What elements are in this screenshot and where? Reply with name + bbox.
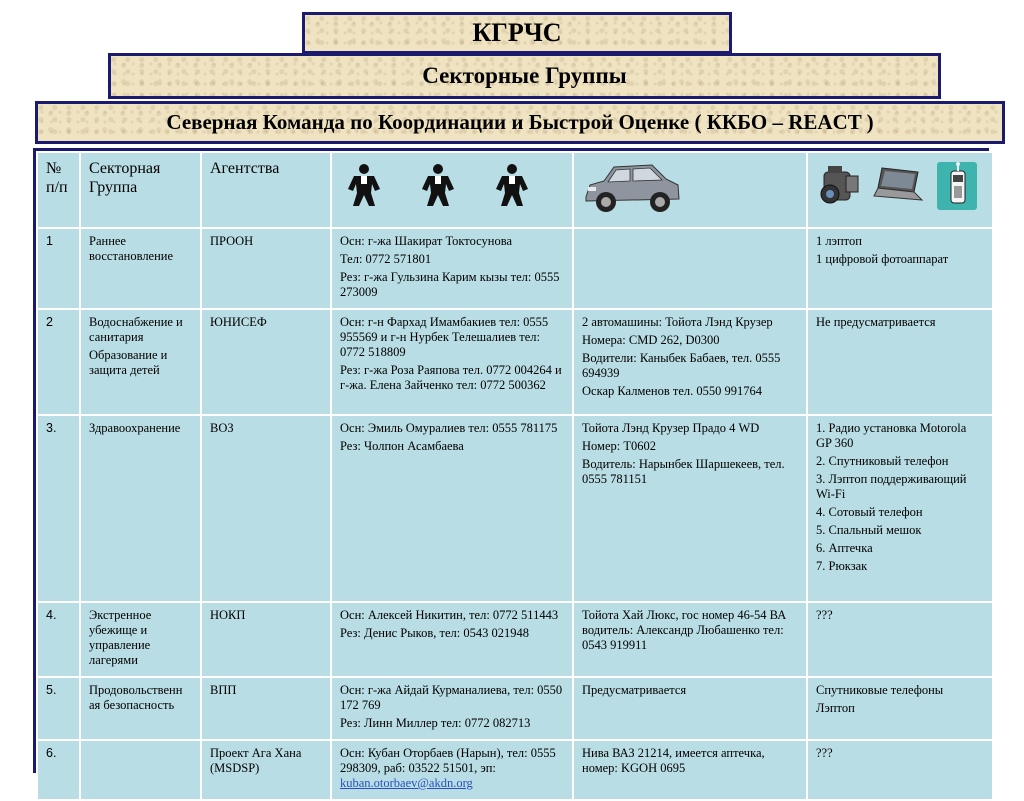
contact-line: Рез: г-жа Роза Раяпова тел. 0772 004264 и г-жа. Елена Зайченко тел: 0772 500362	[340, 363, 562, 392]
row-num: 6.	[37, 740, 80, 800]
vehicle-line: Оскар Калменов тел. 0550 991764	[582, 384, 762, 398]
table-row	[37, 602, 993, 677]
sector-line: Раннее восстановление	[89, 234, 174, 263]
row-num: 1	[37, 228, 80, 309]
laptop-icon	[872, 166, 924, 206]
row-vehicles	[573, 228, 807, 309]
row-contacts	[331, 677, 573, 740]
header-equipment	[807, 152, 993, 228]
subtitle-banner	[108, 53, 941, 99]
row-vehicles	[573, 415, 807, 602]
row-equipment	[807, 415, 993, 602]
row-contacts	[331, 228, 573, 309]
row-agency: ВПП	[201, 677, 331, 740]
row-agency: Проект Ага Хана (MSDSP)	[201, 740, 331, 800]
equipment-line: ???	[816, 746, 833, 760]
row-agency: ПРООН	[201, 228, 331, 309]
contact-line: Рез: Денис Рыков, тел: 0543 021948	[340, 626, 529, 640]
equipment-line: ???	[816, 608, 833, 622]
sector-line: Экстренное убежище и управление лагерями	[89, 608, 152, 667]
row-agency: ВОЗ	[201, 415, 331, 602]
contact-line: Осн: Эмиль Омуралиев тел: 0555 781175	[340, 421, 558, 435]
row-contacts	[331, 740, 573, 800]
person-icon	[418, 163, 458, 207]
row-num: 5.	[37, 677, 80, 740]
vehicle-line: 2 автомашины: Тойота Лэнд Крузер	[582, 315, 773, 329]
vehicle-line: Тойота Лэнд Крузер Прадо 4 WD	[582, 421, 760, 435]
equipment-line: 5. Спальный мешок	[816, 523, 922, 537]
contact-line: Осн: г-жа Айдай Курманалиева, тел: 0550 172 769	[340, 683, 563, 712]
table-row	[37, 228, 993, 309]
satellite-phone-icon	[936, 161, 978, 211]
heading-text: Северная Команда по Координации и Быстрой Оценке ( ККБО – REACT )	[166, 110, 874, 134]
person-icon	[492, 163, 532, 207]
row-contacts	[331, 309, 573, 415]
vehicle-line: Водитель: Нарынбек Шаршекеев, тел. 0555 781151	[582, 457, 785, 486]
equipment-line: 1 цифровой фотоаппарат	[816, 252, 949, 266]
video-camera-icon	[816, 162, 860, 210]
sector-line: Образование и защита детей	[89, 348, 168, 377]
contact-line: Осн: г-жа Шакират Токтосунова	[340, 234, 513, 248]
heading-banner	[35, 101, 1005, 144]
row-num: 3.	[37, 415, 80, 602]
row-contacts	[331, 602, 573, 677]
header-agency: Агентства	[201, 152, 331, 228]
header-num: № п/п	[37, 152, 80, 228]
vehicle-line: Номер: Т0602	[582, 439, 656, 453]
row-contacts	[331, 415, 573, 602]
sector-table	[36, 151, 994, 801]
row-num: 4.	[37, 602, 80, 677]
person-icon	[344, 163, 384, 207]
equipment-line: Не предусматривается	[816, 315, 936, 329]
row-sector	[80, 415, 201, 602]
contact-line: Осн: г-н Фархад Имамбакиев тел: 0555 955569 и г-н Нурбек Телешалиев тел: 0772 518809	[340, 315, 549, 359]
contact-line: Рез: Чолпон Асамбаева	[340, 439, 464, 453]
vehicle-line: Водители: Каныбек Бабаев, тел. 0555 694939	[582, 351, 781, 380]
sector-line: Водоснабжение и санитария	[89, 315, 183, 344]
vehicle-line: Предусматривается	[582, 683, 687, 697]
vehicle-line: Нива ВАЗ 21214, имеется аптечка, номер: KGOH 0695	[582, 746, 765, 775]
contact-line: Тел: 0772 571801	[340, 252, 432, 266]
equipment-line: Лэптоп	[816, 701, 855, 715]
title-banner	[302, 12, 732, 54]
title-text: КГРЧС	[472, 18, 562, 47]
contact-line: Рез: г-жа Гульзина Карим кызы тел: 0555 273009	[340, 270, 560, 299]
header-contacts	[331, 152, 573, 228]
row-sector	[80, 602, 201, 677]
row-vehicles	[573, 677, 807, 740]
contact-line: Осн: Кубан Оторбаев (Нарын), тел: 0555 298309, раб: 03522 51501, эп:	[340, 746, 556, 775]
subtitle-text: Секторные Группы	[422, 63, 627, 88]
sector-table-container	[33, 148, 989, 790]
row-equipment	[807, 602, 993, 677]
contact-line: Рез: Линн Миллер тел: 0772 082713	[340, 716, 531, 730]
equipment-line: 4. Сотовый телефон	[816, 505, 923, 519]
equipment-line: Спутниковые телефоны	[816, 683, 944, 697]
sector-line: Здравоохранение	[89, 421, 181, 435]
row-agency: ЮНИСЕФ	[201, 309, 331, 415]
equipment-line: 1. Радио установка Motorola GP 360	[816, 421, 967, 450]
table-row	[37, 309, 993, 415]
row-sector	[80, 228, 201, 309]
contact-line: Осн: Алексей Никитин, тел: 0772 511443	[340, 608, 559, 622]
vehicle-line: Тойота Хай Люкс, гос номер 46-54 ВА водитель: Александр Любашенко тел: 0543 919911	[582, 608, 787, 652]
table-row	[37, 740, 993, 800]
vehicle-line: Номера: CMD 262, D0300	[582, 333, 720, 347]
car-icon	[582, 159, 682, 217]
row-equipment	[807, 228, 993, 309]
equipment-line: 1 лэптоп	[816, 234, 862, 248]
row-vehicles	[573, 309, 807, 415]
contact-email-link[interactable]: kuban.otorbaev@akdn.org	[340, 776, 473, 790]
sector-line: Продовольственн ая безопасность	[89, 683, 183, 712]
header-vehicles	[573, 152, 807, 228]
row-equipment	[807, 309, 993, 415]
row-agency: НОКП	[201, 602, 331, 677]
table-row	[37, 677, 993, 740]
equipment-line: 3. Лэптоп поддерживающий Wi-Fi	[816, 472, 967, 501]
table-row	[37, 415, 993, 602]
row-vehicles	[573, 740, 807, 800]
equipment-line: 7. Рюкзак	[816, 559, 868, 573]
equipment-line: 2. Спутниковый телефон	[816, 454, 949, 468]
row-vehicles	[573, 602, 807, 677]
row-sector	[80, 677, 201, 740]
row-num: 2	[37, 309, 80, 415]
row-equipment	[807, 740, 993, 800]
row-sector	[80, 740, 201, 800]
header-sector: Секторная Группа	[80, 152, 201, 228]
row-sector	[80, 309, 201, 415]
equipment-line: 6. Аптечка	[816, 541, 873, 555]
header-row	[37, 152, 993, 228]
row-equipment	[807, 677, 993, 740]
